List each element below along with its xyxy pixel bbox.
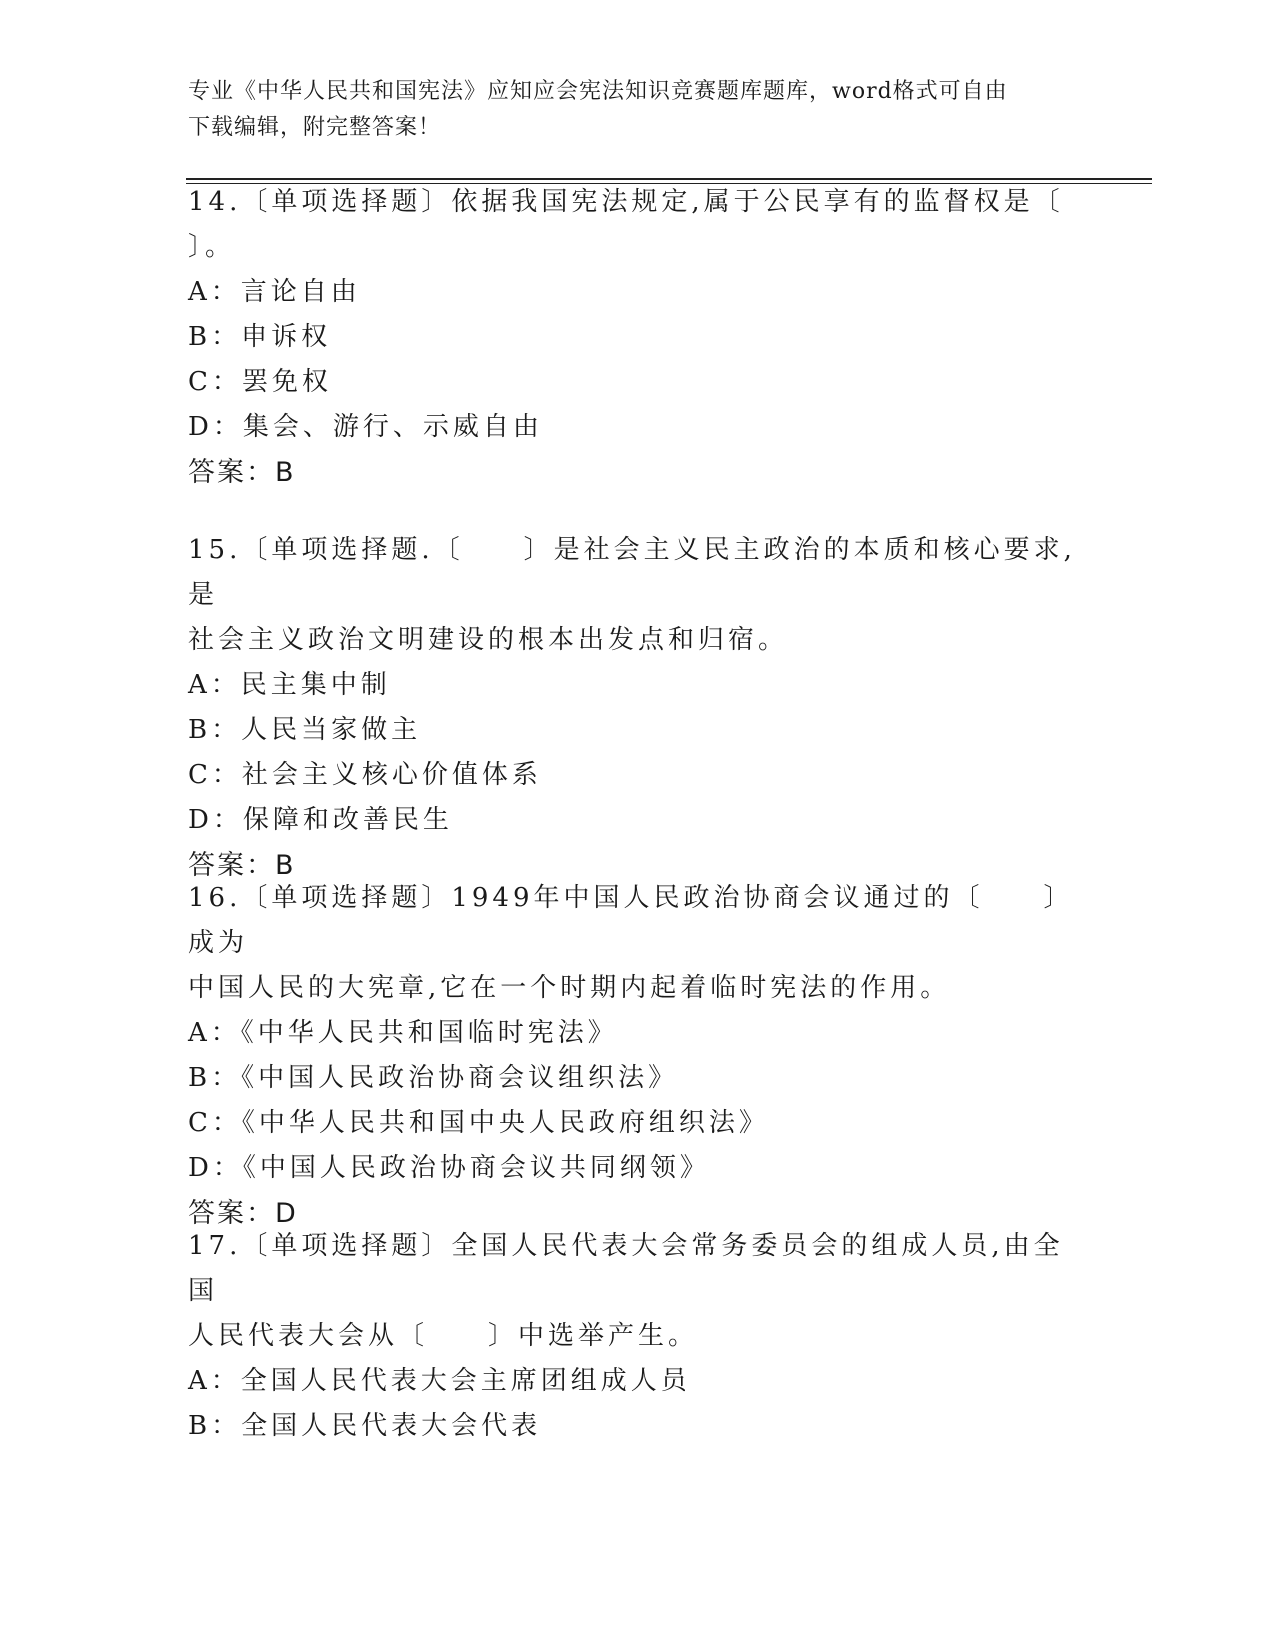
option-d: D：《中国人民政治协商会议共同纲领》	[188, 1153, 710, 1183]
option-a: A：民主集中制	[188, 670, 391, 700]
option-b: B：申诉权	[188, 322, 332, 352]
header-line-2: 下载编辑，附完整答案！	[188, 115, 442, 140]
question-17	[188, 1224, 1088, 1449]
option-c: C：《中华人民共和国中央人民政府组织法》	[188, 1108, 769, 1138]
question-stem-line-2: 社会主义政治文明建设的根本出发点和归宿。	[188, 625, 789, 655]
option-b: B：全国人民代表大会代表	[188, 1411, 542, 1441]
question-stem-line-2: 中国人民的大宪章,它在一个时期内起着临时宪法的作用。	[188, 973, 951, 1003]
answer: 答案：D	[188, 1198, 298, 1229]
answer: 答案：B	[188, 457, 296, 488]
question-stem-line-1: 15.〔单项选择题.〔 〕是社会主义民主政治的本质和核心要求,是	[188, 535, 1076, 610]
option-d: D：集会、游行、示威自由	[188, 412, 543, 442]
question-14	[188, 180, 1088, 495]
header-line-1: 专业《中华人民共和国宪法》应知应会宪法知识竞赛题库题库，word格式可自由	[188, 79, 1008, 104]
option-c: C：社会主义核心价值体系	[188, 760, 542, 790]
question-stem-line-1: 16.〔单项选择题〕1949年中国人民政治协商会议通过的〔 〕成为	[188, 883, 1074, 958]
option-b: B：《中国人民政治协商会议组织法》	[188, 1063, 679, 1093]
option-a: A：全国人民代表大会主席团组成人员	[188, 1366, 691, 1396]
question-stem-line-1: 17.〔单项选择题〕全国人民代表大会常务委员会的组成人员,由全国	[188, 1231, 1064, 1306]
question-stem-line-1: 14.〔单项选择题〕依据我国宪法规定,属于公民享有的监督权是〔	[188, 187, 1064, 217]
option-d: D：保障和改善民生	[188, 805, 453, 835]
question-15	[188, 528, 1088, 888]
option-a: A：言论自由	[188, 277, 361, 307]
option-a: A：《中华人民共和国临时宪法》	[188, 1018, 618, 1048]
option-c: C：罢免权	[188, 367, 332, 397]
question-stem-line-2: 〕。	[188, 232, 236, 262]
answer: 答案：B	[188, 850, 296, 881]
document-header	[188, 74, 1068, 146]
option-b: B：人民当家做主	[188, 715, 422, 745]
question-16	[188, 876, 1088, 1236]
question-stem-line-2: 人民代表大会从〔 〕中选举产生。	[188, 1321, 699, 1351]
